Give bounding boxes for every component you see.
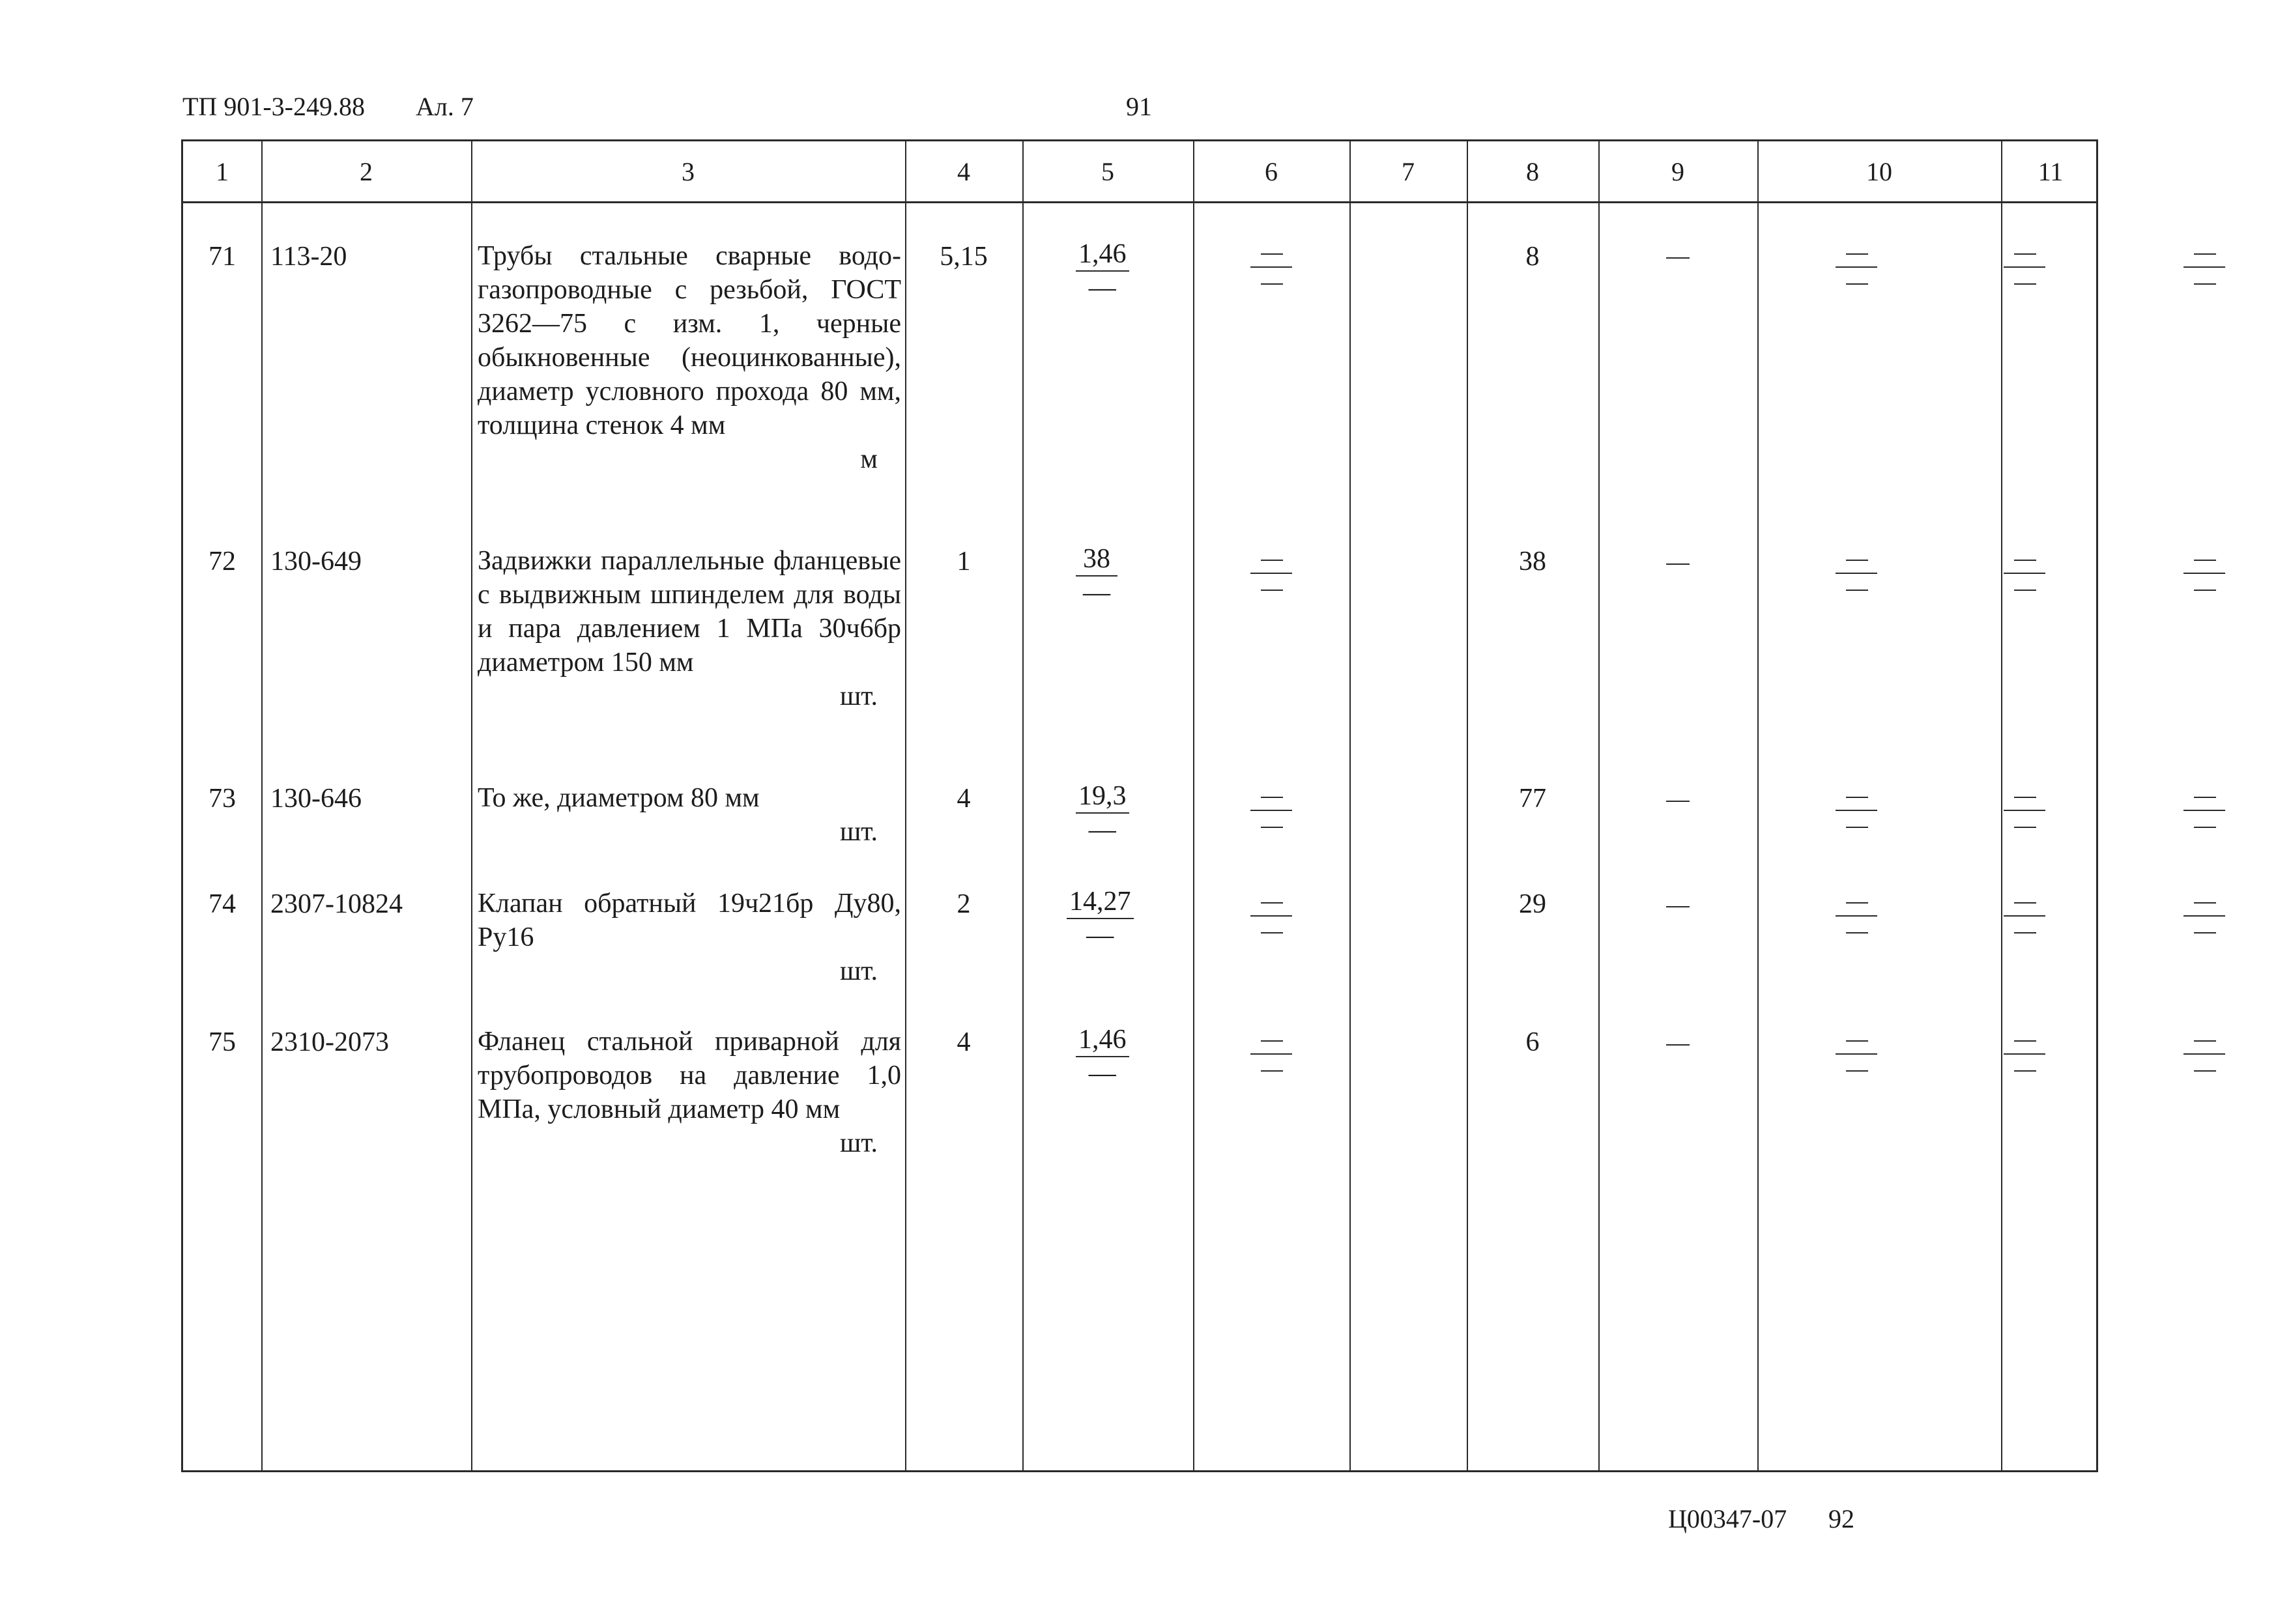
empty-fraction-col6 bbox=[1250, 1033, 1292, 1078]
column-number: 9 bbox=[1671, 156, 1684, 186]
column-divider bbox=[1022, 141, 1024, 1470]
column-divider bbox=[1349, 141, 1351, 1470]
empty-fraction-col11 bbox=[2183, 552, 2225, 597]
unit-price: 14,27 — bbox=[1067, 888, 1134, 949]
column-divider bbox=[1193, 141, 1194, 1470]
total-cost: 8 bbox=[1525, 242, 1540, 272]
album-label: Ал. 7 bbox=[416, 92, 474, 121]
document-code: ТП 901-3-249.88 bbox=[182, 92, 365, 121]
quantity: 4 bbox=[957, 784, 971, 814]
column-number: 5 bbox=[1101, 156, 1114, 186]
column-number: 7 bbox=[1402, 156, 1415, 186]
empty-fraction-col10 bbox=[2004, 552, 2045, 597]
archive-stamp: Ц00347-07 bbox=[1668, 1504, 1787, 1533]
column-number: 11 bbox=[2038, 156, 2064, 186]
unit-label: шт. bbox=[839, 681, 878, 711]
unit-label: шт. bbox=[839, 1128, 878, 1158]
unit-label: шт. bbox=[839, 956, 878, 986]
quantity: 2 bbox=[957, 889, 971, 919]
item-code: 130-649 bbox=[270, 547, 362, 577]
column-divider bbox=[1757, 141, 1759, 1470]
page-number: 91 bbox=[1126, 92, 1152, 121]
column-divider bbox=[2001, 141, 2002, 1470]
column-number: 1 bbox=[216, 156, 229, 186]
column-divider bbox=[1598, 141, 1600, 1470]
column-number: 4 bbox=[957, 156, 970, 186]
quantity: 4 bbox=[957, 1027, 971, 1057]
item-description: Клапан обратный 19ч21бр Ду80, Ру16 шт. bbox=[478, 887, 901, 988]
unit-price: 19,3 — bbox=[1076, 782, 1129, 844]
column-number: 6 bbox=[1265, 156, 1278, 186]
row-number: 73 bbox=[209, 784, 236, 814]
empty-fraction-col9 bbox=[1836, 552, 1877, 597]
empty-fraction-col10 bbox=[2004, 1033, 2045, 1078]
empty-fraction-col9 bbox=[1836, 789, 1877, 834]
quantity: 5,15 bbox=[940, 242, 988, 272]
unit-price: 38 — bbox=[1076, 545, 1117, 606]
item-code: 2310-2073 bbox=[270, 1027, 389, 1057]
empty-fraction-col11 bbox=[2183, 894, 2225, 940]
item-code: 130-646 bbox=[270, 784, 362, 814]
item-code: 2307-10824 bbox=[270, 889, 403, 919]
total-cost: 38 bbox=[1519, 547, 1546, 577]
unit-price: 1,46 — bbox=[1076, 240, 1129, 302]
row-number: 71 bbox=[209, 242, 236, 272]
empty-dash-col8 bbox=[1666, 563, 1690, 565]
empty-fraction-col6 bbox=[1250, 894, 1292, 940]
empty-fraction-col9 bbox=[1836, 894, 1877, 940]
unit-label: м bbox=[860, 444, 878, 474]
sheet-number: 92 bbox=[1828, 1504, 1854, 1533]
empty-fraction-col6 bbox=[1250, 552, 1292, 597]
specification-table bbox=[181, 139, 2098, 1472]
empty-fraction-col11 bbox=[2183, 1033, 2225, 1078]
unit-price: 1,46 — bbox=[1076, 1026, 1129, 1087]
unit-label: шт. bbox=[839, 817, 878, 847]
empty-fraction-col6 bbox=[1250, 789, 1292, 834]
empty-fraction-col11 bbox=[2183, 246, 2225, 291]
item-description: Трубы стальные сварные водо-газопроводные с резьбой, ГОСТ 3262—75 с изм. 1, черные обыкновенные (неоцинкованные), диаметр условного прохода 80 мм, толщина стенок 4 мм м bbox=[478, 239, 901, 476]
empty-dash-col8 bbox=[1666, 257, 1690, 259]
total-cost: 77 bbox=[1519, 784, 1546, 814]
empty-fraction-col6 bbox=[1250, 246, 1292, 291]
empty-fraction-col9 bbox=[1836, 1033, 1877, 1078]
quantity: 1 bbox=[957, 547, 971, 577]
column-number: 8 bbox=[1526, 156, 1539, 186]
total-cost: 6 bbox=[1525, 1027, 1540, 1057]
empty-fraction-col11 bbox=[2183, 789, 2225, 834]
empty-dash-col8 bbox=[1666, 906, 1690, 907]
row-number: 72 bbox=[209, 547, 236, 577]
row-number: 75 bbox=[209, 1027, 236, 1057]
empty-fraction-col9 bbox=[1836, 246, 1877, 291]
column-number: 10 bbox=[1866, 156, 1892, 186]
empty-fraction-col10 bbox=[2004, 246, 2045, 291]
empty-dash-col8 bbox=[1666, 1044, 1690, 1046]
item-description: Задвижки параллельные фланцевые с выдвижным шпинделем для воды и пара давлением 1 МПа 30ч6бр диаметром 150 мм шт. bbox=[478, 544, 901, 713]
column-number: 2 bbox=[360, 156, 373, 186]
header-row-divider bbox=[183, 201, 2096, 203]
column-number: 3 bbox=[682, 156, 695, 186]
empty-fraction-col10 bbox=[2004, 789, 2045, 834]
column-divider bbox=[471, 141, 472, 1470]
item-description: То же, диаметром 80 мм шт. bbox=[478, 781, 901, 849]
item-code: 113-20 bbox=[270, 242, 347, 272]
empty-fraction-col10 bbox=[2004, 894, 2045, 940]
row-number: 74 bbox=[209, 889, 236, 919]
item-description: Фланец стальной приварной для трубопроводов на давление 1,0 МПа, условный диаметр 40 мм шт. bbox=[478, 1025, 901, 1160]
column-divider bbox=[261, 141, 263, 1470]
total-cost: 29 bbox=[1519, 889, 1546, 919]
empty-dash-col8 bbox=[1666, 801, 1690, 802]
